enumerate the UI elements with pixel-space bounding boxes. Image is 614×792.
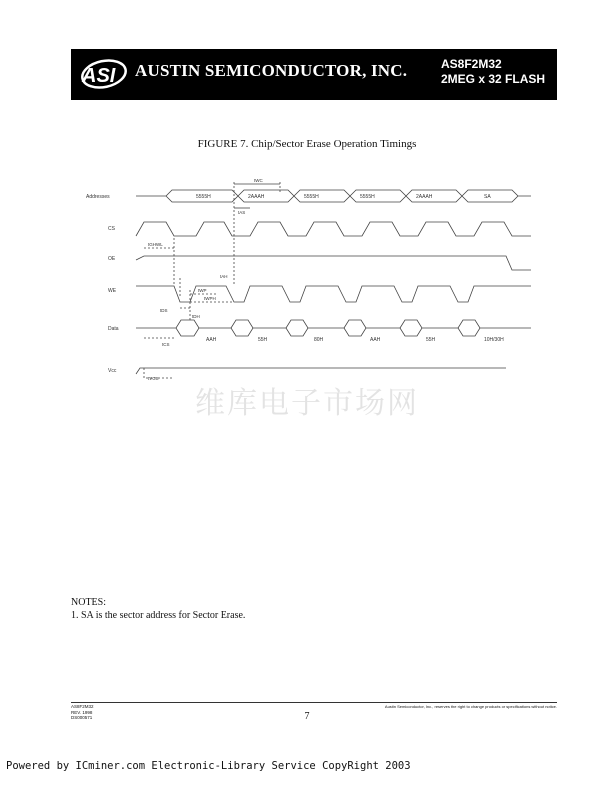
vcc-waveform — [136, 368, 506, 374]
part-info — [441, 57, 545, 87]
data-value: AAH — [370, 337, 381, 343]
header-bar — [71, 49, 557, 100]
address-value: SA — [484, 194, 491, 200]
address-slot-3 — [294, 190, 350, 202]
signal-label-data: Data — [108, 326, 119, 332]
timing-label-tcs: tCS — [162, 342, 170, 347]
footer-divider — [71, 702, 557, 703]
cs-waveform — [136, 222, 531, 236]
footer-doc-line: REV. 1998 — [71, 709, 93, 715]
signal-label-vcc: Vcc — [108, 368, 117, 374]
note-item: 1. SA is the sector address for Sector Erase. — [71, 610, 246, 621]
data-slot-1 — [136, 320, 231, 336]
notes-heading: NOTES: — [71, 597, 106, 608]
footer-disclaimer: Austin Semiconductor, Inc., reserves the right to change products or specifications without notice. — [384, 704, 557, 709]
data-value: 55H — [258, 337, 268, 343]
data-slot-6 — [458, 320, 531, 336]
timing-label-tas: tAS — [238, 210, 246, 215]
address-slot-4 — [350, 190, 406, 202]
asi-logo — [77, 57, 127, 91]
oe-waveform — [136, 256, 531, 270]
data-slot-5 — [400, 320, 458, 336]
data-value: AAH — [206, 337, 217, 343]
footer-doc-line: AS8F2M32 — [71, 704, 94, 709]
timing-guides — [144, 238, 234, 378]
address-value: 2AAAH — [248, 194, 265, 200]
timing-diagram — [86, 178, 536, 388]
address-slot-2 — [238, 190, 294, 202]
timing-label-tah: tAH — [220, 274, 228, 279]
timing-label-tdh: tDH — [192, 314, 200, 319]
data-value: 80H — [314, 337, 324, 343]
part-number: AS8F2M32 — [441, 57, 502, 71]
address-value: 5555H — [304, 194, 319, 200]
timing-label-twc: tWC — [254, 178, 263, 183]
signal-label-cs: CS — [108, 226, 115, 232]
data-value: 55H — [426, 337, 436, 343]
company-name: AUSTIN SEMICONDUCTOR, INC. — [135, 61, 408, 80]
data-slot-3 — [286, 320, 344, 336]
signal-label-addresses: Addresses — [86, 194, 110, 200]
part-description: 2MEG x 32 FLASH — [441, 72, 546, 86]
address-value: 5555H — [360, 194, 375, 200]
timing-label-twph: tWPH — [204, 296, 216, 301]
signal-label-oe: OE — [108, 256, 116, 262]
data-slot-4 — [344, 320, 400, 336]
timing-label-twp: tWP — [198, 288, 207, 293]
timing-label-tds: tDS — [160, 308, 168, 313]
address-bus-idle — [136, 190, 238, 202]
timing-label-tghwl: tGHWL — [148, 242, 163, 247]
logo-text: ASI — [82, 65, 116, 87]
notes — [71, 596, 245, 622]
data-value: 10H/30H — [484, 337, 504, 343]
data-slot-2 — [231, 320, 286, 336]
footer-doc-line: DS000571 — [71, 715, 93, 720]
address-value: 5555H — [196, 194, 211, 200]
powered-by-link[interactable]: Powered by ICminer.com Electronic-Library Service CopyRight 2003 — [6, 760, 411, 772]
address-slot-5 — [406, 190, 462, 202]
page-number: 7 — [304, 711, 310, 722]
address-value: 2AAAH — [416, 194, 433, 200]
timing-label-tvcs: tVCS — [148, 376, 159, 381]
address-slot-6 — [462, 190, 531, 202]
watermark: 维库电子市场网 — [195, 386, 419, 421]
figure-title: FIGURE 7. Chip/Sector Erase Operation Timings — [197, 138, 417, 150]
signal-label-we: WE — [108, 288, 117, 294]
